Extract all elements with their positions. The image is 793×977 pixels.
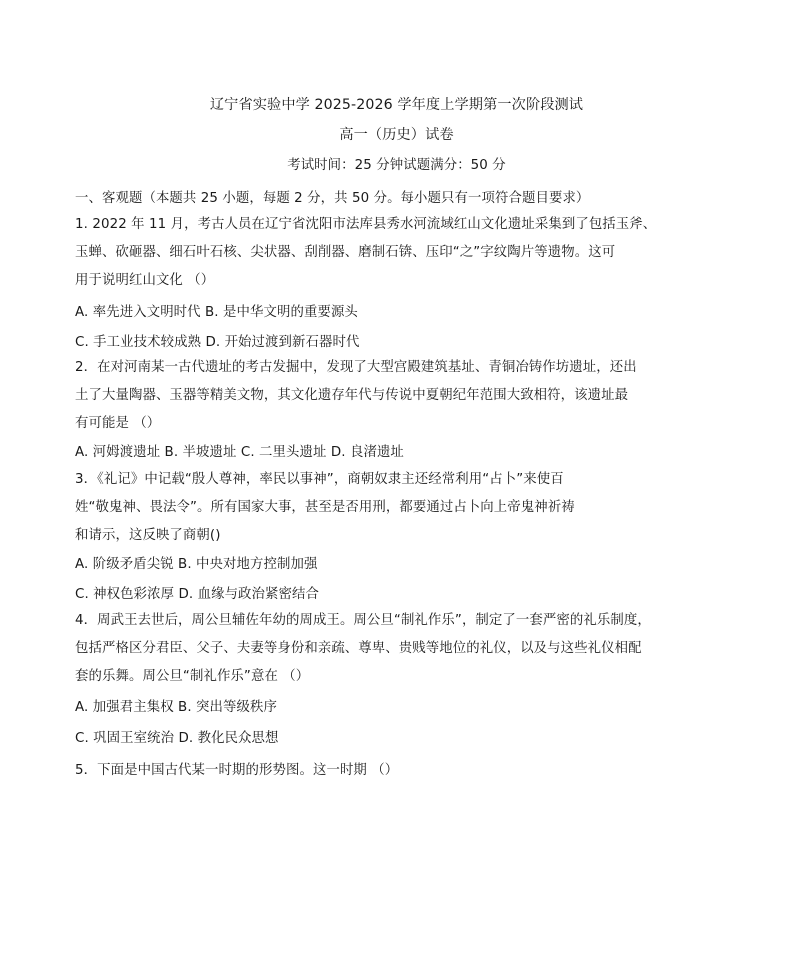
question-4-options-line-2: C. 巩固王室统治 D. 教化民众思想 (75, 731, 279, 746)
question-4-stem-line-2: 包括严格区分君臣、父子、夫妻等身份和亲疏、尊卑、贵贱等地位的礼仪，以及与这些礼仪相配 (75, 641, 642, 656)
question-3-options-line-2: C. 神权色彩浓厚 D. 血缘与政治紧密结合 (75, 587, 320, 602)
question-1-stem-line-2: 玉蝉、砍砸器、细石叶石核、尖状器、刮削器、磨制石锛、压印“之”字纹陶片等遗物。这可 (75, 245, 616, 260)
question-3-stem-line-3: 和请示，这反映了商朝() (75, 528, 221, 543)
question-2-stem-line-3: 有可能是 （） (75, 416, 161, 431)
question-1-options-line-2: C. 手工业技术较成熟 D. 开始过渡到新石器时代 (75, 335, 360, 350)
question-1-stem-line-3: 用于说明红山文化 （） (75, 273, 215, 288)
question-1-stem-line-1: 1. 2022 年 11 月，考古人员在辽宁省沈阳市法库县秀水河流域红山文化遗址采集到了包括玉斧、 (75, 217, 657, 232)
question-2-options-line-1: A. 河姆渡遗址 B. 半坡遗址 C. 二里头遗址 D. 良渚遗址 (75, 445, 404, 460)
exam-subtitle: 高一（历史）试卷 (339, 127, 454, 143)
question-2-stem-line-2: 土了大量陶器、玉器等精美文物，其文化遗存年代与传说中夏朝纪年范围大致相符，该遗址最 (75, 388, 629, 403)
question-5-stem-line-1: 5．下面是中国古代某一时期的形势图。这一时期 （） (75, 763, 399, 778)
question-2-stem-line-1: 2．在对河南某一古代遗址的考古发掘中，发现了大型宫殿建筑基址、青铜冶铸作坊遗址，还出 (75, 360, 637, 375)
question-1-options-line-1: A. 率先进入文明时代 B. 是中华文明的重要源头 (75, 305, 358, 320)
exam-title: 辽宁省实验中学 2025-2026 学年度上学期第一次阶段测试 (209, 97, 584, 113)
question-3-stem-line-2: 姓“敬鬼神、畏法令”。所有国家大事，甚至是否用刑，都要通过占卜向上帝鬼神祈祷 (75, 500, 575, 515)
question-4-stem-line-1: 4．周武王去世后，周公旦辅佐年幼的周成王。周公旦“制礼作乐”，制定了一套严密的礼乐制度， (75, 613, 651, 628)
question-4-options-line-1: A. 加强君主集权 B. 突出等级秩序 (75, 700, 277, 715)
question-4-stem-line-3: 套的乐舞。周公旦“制礼作乐”意在 （） (75, 669, 310, 684)
section-heading: 一、客观题（本题共 25 小题，每题 2 分，共 50 分。每小题只有一项符合题目要求） (75, 191, 590, 206)
exam-info: 考试时间：25 分钟试题满分：50 分 (287, 158, 506, 173)
question-3-options-line-1: A. 阶级矛盾尖锐 B. 中央对地方控制加强 (75, 557, 318, 572)
question-3-stem-line-1: 3．《礼记》中记载“殷人尊神，率民以事神”，商朝奴隶主还经常利用“占卜”来使百 (75, 472, 564, 487)
